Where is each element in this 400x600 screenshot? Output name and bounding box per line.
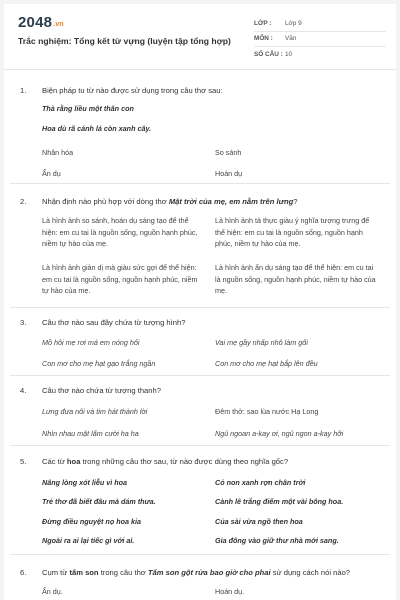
verse-line: Hoa dù rã cánh lá còn xanh cây. bbox=[42, 124, 152, 133]
answer-option[interactable]: Mồ hôi mẹ rơi má em nóng hổi bbox=[42, 338, 140, 347]
answer-option[interactable]: Là hình ảnh tả thực giàu ý nghĩa tượng trưng để thể hiện: em cu tai là nguồn sống, nguồn hạnh phúc, niềm tự hào của mẹ. bbox=[215, 216, 370, 248]
answer-option[interactable]: Cỏ non xanh rợn chân trời bbox=[215, 478, 306, 487]
divider bbox=[10, 307, 390, 308]
answer-option[interactable]: Là hình ảnh ẩn dụ sáng tạo để thể hiện: em cu tai là nguồn sống, nguồn hạnh phúc, niềm tự hào của mẹ. bbox=[215, 263, 376, 295]
meta-row-count: SỐ CÂU : 10 bbox=[254, 51, 293, 59]
verse-line: Thà rằng liều một thân con bbox=[42, 104, 134, 113]
answer-option[interactable]: Ẩn dụ. bbox=[42, 587, 63, 596]
divider bbox=[10, 445, 390, 446]
answer-option[interactable]: Là hình ảnh giản dị mà giàu sức gợi để thể hiện: em cu tai là nguồn sống, nguồn hạnh phúc, niềm tự hào của mẹ. bbox=[42, 263, 198, 295]
meta-row-subject: MÔN : Văn bbox=[254, 32, 386, 48]
answer-option[interactable]: So sánh bbox=[215, 148, 242, 157]
answer-option[interactable]: Cành lê trắng điểm một vài bông hoa. bbox=[215, 497, 344, 506]
answer-option[interactable]: Gia đông vào giữ thư nhà mới sang. bbox=[215, 536, 339, 545]
answer-option[interactable]: Lưng đưa nôi và tim hát thành lời bbox=[42, 407, 148, 416]
answer-option[interactable]: Nhìn nhau mặt lấm cười ha ha bbox=[42, 429, 139, 438]
divider bbox=[10, 183, 390, 184]
divider bbox=[10, 554, 390, 555]
answer-option[interactable]: Của sài vừa ngồ then hoa bbox=[215, 517, 303, 526]
answer-option[interactable]: Ẩn dụ bbox=[42, 169, 61, 178]
answer-option[interactable]: Nâng lòng xót liễu vì hoa bbox=[42, 478, 128, 487]
divider bbox=[10, 375, 390, 376]
answer-option[interactable]: Là hình ảnh so sánh, hoán dụ sáng tạo để thể hiện: em cu tai là nguồn sống, nguồn hạnh phúc, niềm tự hào của mẹ. bbox=[42, 216, 198, 248]
meta-table bbox=[254, 16, 386, 63]
site-logo[interactable]: 2048.vn bbox=[18, 14, 64, 31]
answer-option[interactable]: Đêm thở: sao lùa nước Hạ Long bbox=[215, 407, 319, 416]
answer-option[interactable]: Trẻ thơ đã biết đâu mà dám thưa. bbox=[42, 497, 156, 506]
worksheet-page: 2048.vn Trắc nghiệm: Tổng kết từ vựng (luyện tập tổng hợp) LỚP : Lớp 9 MÔN : Văn SỐ CÂU : 10 1. Biện pháp tu từ nào được sử dụng trong câu thơ sau: Thà rằng liều một thân con Hoa dù rã cánh lá còn xanh cây. Nhân hóa So sánh Ẩn dụ Hoán dụ 2. Nhận định nào phù hợp với dòng thơ Mặt trời của mẹ, em nằm trên lưng? Là hình ảnh so sánh, hoán dụ sáng tạo để thể hiện: em cu tai là nguồn sống, nguồn hạnh phúc, niềm tự hào của mẹ. Là hình ảnh tả thực giàu ý nghĩa tượng trưng để thể hiện: em cu tai là nguồn sống, nguồn hạnh phúc, niềm tự hào của mẹ. Là hình ảnh giản dị mà giàu sức gợi để thể hiện: em cu tai là nguồn sống, nguồn hạnh phúc, niềm tự hào của mẹ. Là hình ảnh ẩn dụ sáng tạo để thể hiện: em cu tai là nguồn sống, nguồn hạnh phúc, niềm tự hào của mẹ. 3. Câu thơ nào sau đây chứa từ tượng hình? Mồ hôi mẹ rơi má em nóng hổi Vai mẹ gầy nhấp nhô làm gối Con mơ cho mẹ hạt gạo trắng ngần Con mơ cho mẹ hạt bắp lên đều 4. Câu thơ nào chứa từ tượng thanh? Lưng đưa nôi và tim hát thành lời Đêm thở: sao lùa nước Hạ Long Nhìn nhau mặt lấm cười ha ha Ngủ ngoan a-kay ơi, ngủ ngon a-kay hỡi 5. Các từ hoa trong những câu thơ sau, từ nào được dùng theo nghĩa gốc? Nâng lòng xót liễu vì hoa Cỏ non xanh rợn chân trời Trẻ thơ đã biết đâu mà dám thưa. Cành lê trắng điểm một vài bông hoa. Đừng điều nguyệt nọ hoa kia Của sài vừa ngồ then hoa Ngoài ra ai lại tiếc gì với ai. Gia đông vào giữ thư nhà mới sang. 6. Cụm từ tấm son trong câu thơ Tấm son gột rửa bao giờ cho phai sử dụng cách nói nào? Ẩn dụ. Hoán dụ. bbox=[4, 4, 396, 600]
worksheet-header bbox=[4, 4, 396, 70]
answer-option[interactable]: Vai mẹ gầy nhấp nhô làm gối bbox=[215, 338, 308, 347]
meta-row-class: LỚP : Lớp 9 bbox=[254, 16, 386, 32]
answer-option[interactable]: Nhân hóa bbox=[42, 148, 74, 157]
answer-option[interactable]: Ngoài ra ai lại tiếc gì với ai. bbox=[42, 536, 135, 545]
answer-option[interactable]: Con mơ cho mẹ hạt bắp lên đều bbox=[215, 359, 318, 368]
answer-option[interactable]: Ngủ ngoan a-kay ơi, ngủ ngon a-kay hỡi bbox=[215, 429, 344, 438]
answer-option[interactable]: Hoán dụ. bbox=[215, 587, 245, 596]
answer-option[interactable]: Đừng điều nguyệt nọ hoa kia bbox=[42, 517, 141, 526]
page-title: Trắc nghiệm: Tổng kết từ vựng (luyện tập tổng hợp) bbox=[18, 36, 231, 46]
answer-option[interactable]: Hoán dụ bbox=[215, 169, 243, 178]
answer-option[interactable]: Con mơ cho mẹ hạt gạo trắng ngần bbox=[42, 359, 156, 368]
